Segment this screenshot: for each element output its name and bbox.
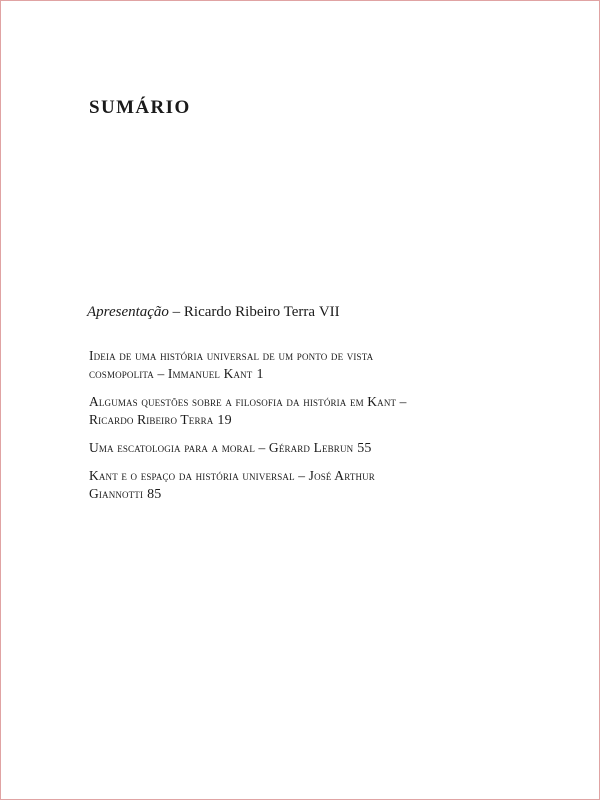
toc-entry-escatologia xyxy=(89,439,529,458)
toc-entry-algumas-questoes xyxy=(89,393,529,430)
toc-entry-line-text: cosmopolita – Immanuel Kant xyxy=(89,366,253,381)
presentation-author: Ricardo Ribeiro Terra xyxy=(183,304,316,320)
toc-entry-espaco-historia xyxy=(89,467,529,504)
toc-entry-line: Ideia de uma história universal de um ponto de vista xyxy=(89,348,374,363)
toc-entry-line: Kant e o espaço da história universal – José Arthur xyxy=(89,468,375,483)
toc-page-number: 19 xyxy=(217,413,232,428)
presentation-separator: – xyxy=(168,304,184,320)
toc-entry-kant-ideia xyxy=(89,347,529,384)
toc-entry-line-text: Ricardo Ribeiro Terra xyxy=(89,412,214,427)
toc-page-number: 1 xyxy=(256,367,264,382)
presentation-label: Apresentação xyxy=(87,304,169,320)
toc-page-number: 85 xyxy=(147,487,162,502)
toc-entry-line xyxy=(89,439,529,458)
toc-entry-line xyxy=(89,485,529,504)
presentation-page-number: VII xyxy=(318,304,340,320)
toc-page-number: 55 xyxy=(357,441,372,456)
toc-entry-presentation xyxy=(87,304,340,321)
toc-entry-line-text: Uma escatologia para a moral – Gérard Lebrun xyxy=(89,440,354,455)
toc-entry-line: Algumas questões sobre a filosofia da história em Kant – xyxy=(89,394,407,409)
toc-entry-line xyxy=(89,365,529,384)
toc-entry-line xyxy=(89,411,529,430)
toc-entry-line-text: Giannotti xyxy=(89,486,144,501)
page-title: SUMÁRIO xyxy=(89,97,191,118)
